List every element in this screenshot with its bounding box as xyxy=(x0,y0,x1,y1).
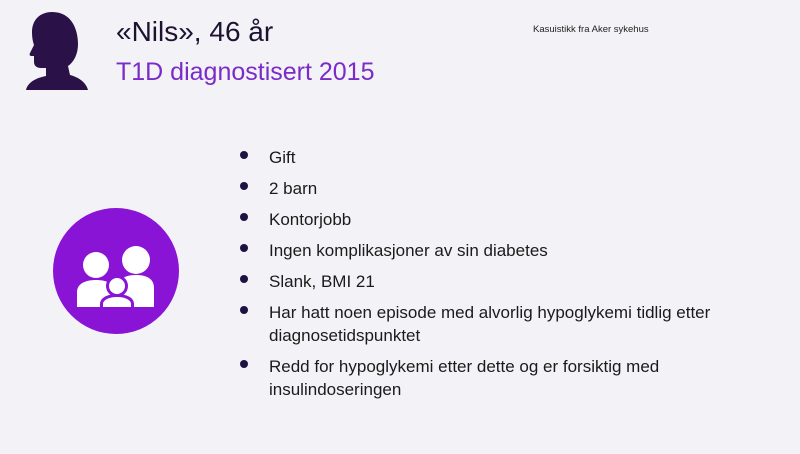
person-head-silhouette-icon xyxy=(22,8,88,90)
bullet-item xyxy=(236,355,796,401)
bullet-text: Ingen komplikasjoner av sin diabetes xyxy=(269,241,548,260)
bullet-text: Slank, BMI 21 xyxy=(269,272,375,291)
source-note: Kasuistikk fra Aker sykehus xyxy=(533,24,649,35)
slide-title: «Nils», 46 år xyxy=(116,16,274,47)
bullet-dot xyxy=(240,151,248,159)
bullet-dot xyxy=(240,306,248,314)
bullet-text: 2 barn xyxy=(269,179,318,198)
bullet-dot xyxy=(240,244,248,252)
bullet-dot xyxy=(240,275,248,283)
bullet-item xyxy=(236,146,796,169)
bullet-item xyxy=(236,208,796,231)
bullet-text: Har hatt noen episode med alvorlig hypoglykemi tidlig etter diagnosetidspunktet xyxy=(269,303,711,345)
bullet-dot xyxy=(240,182,248,190)
bullet-item xyxy=(236,239,796,262)
bullet-dot xyxy=(240,360,248,368)
bullet-item xyxy=(236,301,796,347)
slide-subtitle: T1D diagnostisert 2015 xyxy=(116,58,375,86)
family-icon xyxy=(53,208,179,334)
bullet-text: Gift xyxy=(269,148,296,167)
bullet-dot xyxy=(240,213,248,221)
bullet-text: Redd for hypoglykemi etter dette og er forsiktig med insulindoseringen xyxy=(269,357,660,399)
bullet-list xyxy=(236,146,796,409)
bullet-item xyxy=(236,177,796,200)
bullet-item xyxy=(236,270,796,293)
bullet-text: Kontorjobb xyxy=(269,210,352,229)
family-icon-badge xyxy=(53,208,179,334)
